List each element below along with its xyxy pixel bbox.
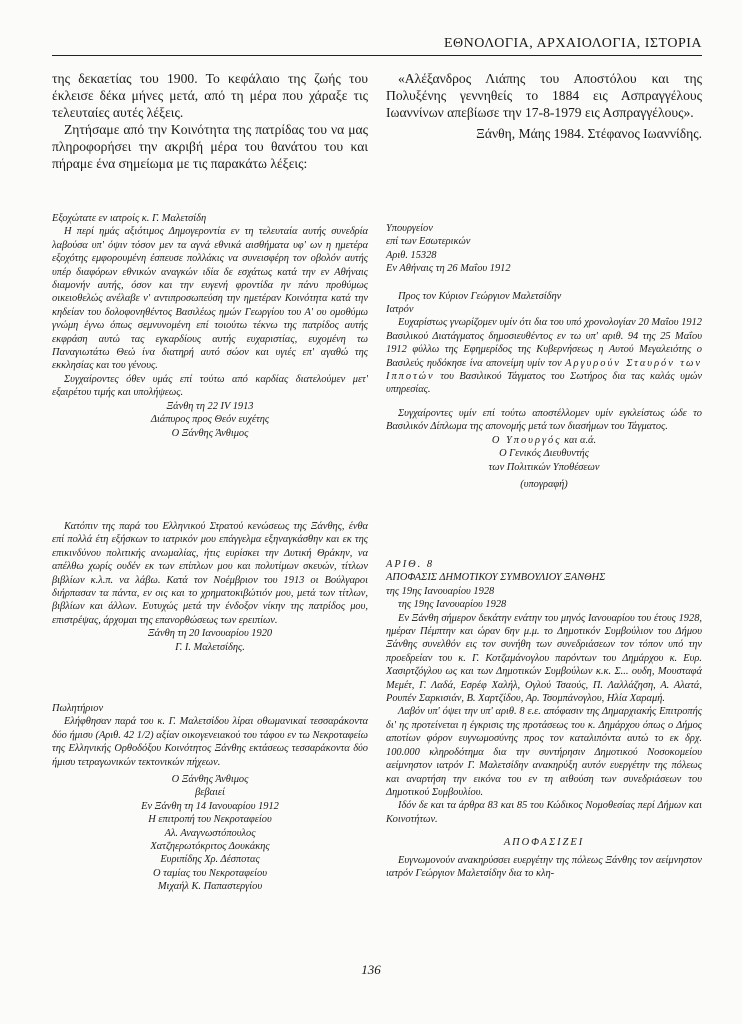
ministry-addressee: Προς τον Κύριον Γεώργιον Μαλετσίδην	[398, 290, 562, 302]
decision-body: Εν Ξάνθη σήμερον δεκάτην ενάτην του μηνός Ιανουαρίου του έτους 1928, ημέραν Πέμπτην και ώραν 6ην μ.μ. το Δημοτικόν Συμβούλιον του Δήμου Ξάνθης συνελθόν εις τον συνήθη των συνεδριάσεων τον τόπον υπό την προεδρείαν του κ. Γ. Κοτζαμάνογλου παρόντων του Δημάρχου κ. Ευρ. Χασιρτζόγλου ως και των Δημοτικών Συμβούλων κ.κ. Σ... ουδη, Μουσταφά Μεμέτ, Γ. Λαδά, Εσρέφ Χαλήλ, Ογλού Τσαούς, Π. Λαλλάζηση, Α. Αλατά, Ρουπέν Σαρκισιάν, Β. Χαρτζίδου, Αρ. Τσομπάνογλου, Ηλία Χαραμή.	[386, 612, 702, 705]
sign-line: Μιχαήλ Κ. Παπαστεργίου	[157, 881, 263, 893]
ministry-header-line: Υπουργείον	[386, 223, 433, 234]
minister-title: Ο Υπουργός	[491, 434, 562, 446]
letter-signature: Ο Ξάνθης Άνθιμος	[171, 427, 249, 439]
decision-date: της 19ης Ιανουαρίου 1928	[398, 599, 507, 611]
sign-line: Εν Ξάνθη τη 14 Ιανουαρίου 1912	[141, 800, 279, 812]
ministry-addressee-title: Ιατρόν	[386, 304, 414, 316]
decision-title: ΑΠΟΦΑΣΙΣ ΔΗΜΟΤΙΚΟΥ ΣΥΜΒΟΥΛΙΟΥ ΞΑΝΘΗΣ	[386, 572, 606, 584]
letter-body: Η περί ημάς αξιότιμος Δημογεροντία εν τη τελευταία αυτής συνεδρία λαβούσα υπ' όψιν τόσον μεν τα αγνά εθνικά αισθήματα υφ' ων η ημετέρα εξοχότης εμφορουμένη έσπευσε πολλάκις να συνεισφέρη τον οβολόν αυτής υπέρ διαφόρων εθνικών αναγκών ιδία δε εσχάτως κατά την εν Αθήναις διαμονήν αυτής, όσον και την ευγενή φροντίδα ην πάνυ προθύμως οικειοθελώς ανέλαβε ν' αντιπροσωπεύση την ημετέραν Κοινότητα κατά την κηδείαν του δολοφονηθέντος Βασιλέως ημών Γεωργίου του Α' ου ομοθύμω γνώμη έγνω όπως σεμνυνομένη επί τοιούτω τέκνω της πατρίδος αυτής εκφράση αυτώ τας εγκαρδίους αυτής ευχαριστίας, ευχομένη τω Παναγιωτάτω Θεώ ίνα διατηρή αυτό σώον και υγιές επ' αγαθώ της εκκλησίας και του γένους.	[52, 226, 368, 372]
letter-signature: Γ. Ι. Μαλετσίδης.	[175, 641, 245, 653]
ministry-header-line: Αριθ. 15328	[386, 249, 437, 261]
left-intro	[52, 70, 368, 172]
receipt-heading: Πωλητήριον	[52, 703, 104, 714]
ministry-signature: (υπογραφή)	[520, 478, 568, 490]
intro-paragraph-2: Ζητήσαμε από την Κοινότητα της πατρίδας του να μας πληροφορήσει την ακριβή μέρα του θανάτου του και πήραμε ένα σημείωμα με τις παρακάτω λέξεις:	[52, 122, 368, 171]
left-column	[52, 70, 368, 172]
sign-line: Ο Ξάνθης Άνθιμος	[171, 774, 249, 786]
letter-salutation: Εξοχώτατε εν ιατροίς κ. Γ. Μαλετσίδη	[52, 213, 207, 224]
decision-verdict: ΑΠΟΦΑΣΙΖΕΙ	[503, 837, 585, 849]
decision-body: Λαβόν υπ' όψει την υπ' αριθ. 8 ε.ε. απόφασιν της Δημαρχιακής Επιτροπής δι' ης προτείνεται η έγκρισις της προτάσεως του κ. Δημάρχου όπως ο Δήμος αποτίων φόρον ευγνωμοσύνης προς τον καταλιπόντα αυτώ το εκ δρχ. 100.000 κληροδότημα δια την συντήρησιν Δημοτικού Νοσοκομείου αείμνηστον ιατρόν Γ. Μαλετσίδην ανακηρύξη αυτόν ευεργέτην της πόλεως και αναρτήση την εικόνα του εν τη αιθούση των συνεδριάσεων του Δημοτικού Συμβουλίου.	[386, 706, 702, 798]
letter-date: Ξάνθη τη 22 IV 1913	[166, 400, 254, 412]
ministry-sign-line: των Πολιτικών Υποθέσεων	[488, 461, 600, 473]
sign-line: Ο ταμίας του Νεκροταφείου	[153, 867, 267, 879]
ministry-sign-line: Ο Γενικός Διευθυντής	[499, 448, 589, 460]
receipt-body: Ελήφθησαν παρά του κ. Γ. Μαλετσίδου λίραι οθωμανικαί τεσσαράκοντα δύο ήμισυ (Αριθ. 42 1/2) αξίαν οικογενειακού του τάφου εν τω Νεκροταφείω της Ελληνικής Ορθοδόξου Κοινότητος Ξάνθης εκτάσεως τεσσαράκοντα δύο ήμισυ τετραγωνικών τεκτονικών πήχεων.	[52, 716, 368, 768]
letter-body: Κατόπιν της παρά του Ελληνικού Στρατού κενώσεως της Ξάνθης, ένθα επί πολλά έτη εξήσκων το ιατρικόν μου επάγγελμα εξηναγκάσθην και εκ της επικινδύνου πολιτικής ανωμαλίας, ήτις ευρίσκει την Δυτική Θράκην, να απέλθω χωρίς ουδέν εκ των επίπλων μου και πολυτίμων σκευών, τίτλων βιβλίων κ.λ.π. να λάβω. Κατά τον Νοέμβριον του 1913 οι Βούλγαροι διήρπασαν τα πάντα, εν οις και το χρηματοκιβώτιόν μου, μετά των τίτλων, βιβλίων και άλλων. Ευτυχώς μετά την ένδοξον νίκην της πατρίδος μου, επιστρέψας, άρχομαι της επανορθώσεως των ερειπίων.	[52, 521, 368, 626]
letter-closing: Διάπυρος προς Θεόν ευχέτης	[150, 414, 270, 426]
death-record-quote: «Αλέξανδρος Λιάπης του Αποστόλου και της Πολυξένης γεννηθείς το 1884 εις Ασπραγγέλους Ιωαννίνων απεβίωσε την 17-8-1979 εις Ασπραγγέλους».	[386, 71, 702, 120]
letter-date: Ξάνθη τη 20 Ιανουαρίου 1920	[147, 628, 273, 640]
minister-rest: και α.ά.	[564, 434, 597, 446]
intro-paragraph-1: της δεκαετίας του 1900. Το κεφάλαιο της ζωής του έκλεισε δέκα μήνες μετά, από τη μέρα που χάραξε τις τελευταίες αυτές λέξεις.	[52, 71, 368, 120]
decision-body: Ευγνωμονούν ανακηρύσσει ευεργέτην της πόλεως Ξάνθης τον αείμνηστον ιατρόν Γεώργιον Μαλετσίδην δια το κλη-	[386, 854, 702, 879]
minister-line	[386, 434, 702, 447]
page-number: 136	[361, 962, 381, 977]
ministry-body-post: του Βασιλικού Τάγματος του Σωτήρος δια τας καλάς υμών υπηρεσίας.	[386, 371, 702, 396]
receipt-document	[52, 702, 368, 894]
decision-date: της 19ης Ιανουαρίου 1928	[386, 585, 495, 597]
letter-metropolitan	[52, 212, 368, 440]
running-header: ΕΘΝΟΛΟΓΙΑ, ΑΡΧΑΙΟΛΟΓΙΑ, ΙΣΤΟΡΙΑ	[52, 36, 702, 56]
right-intro	[386, 70, 702, 142]
letter-body-closing: Συγχαίροντες όθεν υμάς επί τούτω από καρδίας διατελούμεν μετ' εξαιρέτου τιμής και υπολήψεως.	[52, 373, 368, 399]
ministry-body	[386, 316, 702, 396]
ministry-header-line: επί των Εσωτερικών	[386, 236, 471, 248]
ministry-body-pre: Ευχαρίστως γνωρίζομεν υμίν ότι δια του υπό χρονολογίαν 20 Μαΐου 1912 Βασιλικού Διατάγματος δημοσιευθέντος εν τω υπ' αριθ. 94 της 25 Μαΐου 1912 φύλλω της Εφημερίδος της Κυβερνήσεως η Αυτού Μεγαλειότης ο Βασιλεύς ηυδόκησε ίνα απονείμη υμίν τον	[386, 317, 702, 369]
municipal-decision	[386, 558, 702, 880]
ministry-body-award: Αργυρούν Σταυρόν των Ιπποτών	[386, 357, 702, 383]
sign-line: Χατζηερωτόκριτος Δουκάκης	[150, 841, 270, 853]
ministry-body-closing: Συγχαίροντες υμίν επί τούτω αποστέλλομεν υμίν εγκλείστως ώδε το Βασιλικόν Δίπλωμα της απονομής μετά των διασήμων του Τάγματος.	[386, 407, 702, 433]
sign-line: Η επιτροπή του Νεκροταφείου	[148, 814, 272, 826]
letter-maletsidis	[52, 520, 368, 654]
sign-line: Αλ. Αναγνωστόπουλος	[164, 827, 256, 839]
letter-ministry	[386, 222, 702, 491]
author-signature: Ξάνθη, Μάης 1984. Στέφανος Ιωαννίδης.	[476, 126, 702, 141]
decision-number: ΑΡΙΘ. 8	[386, 559, 435, 570]
sign-line: βεβαιεί	[195, 787, 225, 799]
ministry-date: Εν Αθήναις τη 26 Μαΐου 1912	[386, 263, 511, 275]
sign-line: Ευριπίδης Χρ. Δέσποτας	[160, 854, 260, 866]
receipt-signatures	[52, 773, 368, 894]
decision-body: Ιδόν δε και τα άρθρα 83 και 85 του Κώδικος Νομοθεσίας περί Δήμων και Κοινοτήτων.	[386, 800, 702, 825]
